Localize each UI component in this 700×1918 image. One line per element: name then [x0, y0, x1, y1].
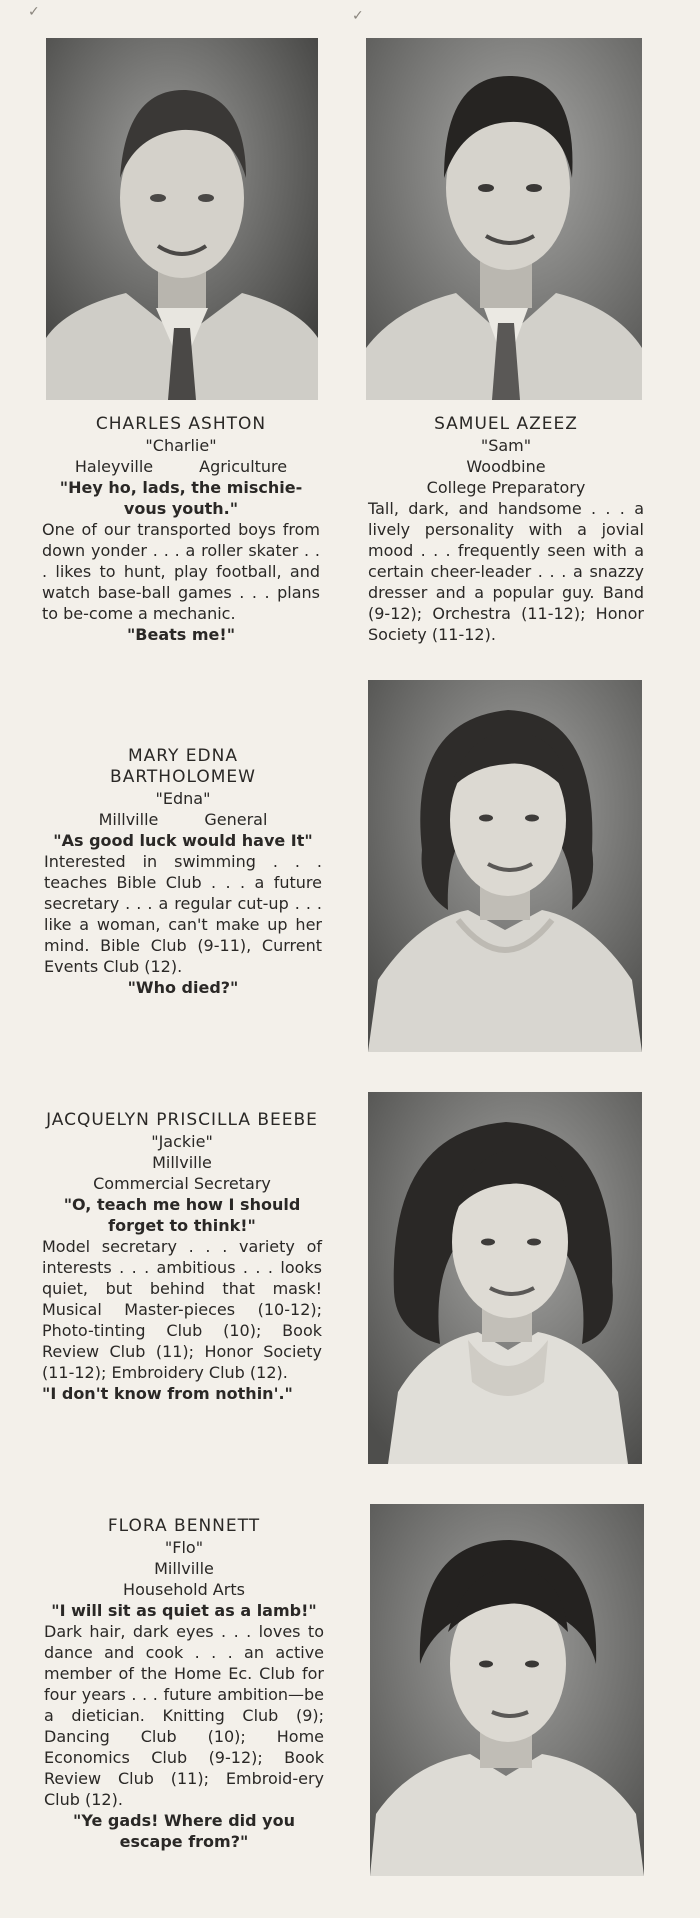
student-hometown: Millville [98, 810, 159, 829]
student-motto: "Hey ho, lads, the mischie-vous youth." [59, 478, 303, 518]
student-saying: "Who died?" [127, 978, 239, 997]
student-course: Agriculture [199, 457, 288, 476]
student-motto: "O, teach me how I should forget to think!" [63, 1195, 301, 1235]
student-hometown: Woodbine [466, 457, 546, 476]
student-hometown: Haleyville [74, 457, 154, 476]
check-mark: ✓ [352, 8, 364, 24]
student-saying: "Beats me!" [126, 625, 236, 644]
check-mark: ✓ [28, 4, 40, 20]
student-bio: One of our transported boys from down yonder . . . a roller skater . . . likes to hunt, play football, and watch base-ball games . . . plans to be-come a mechanic. [42, 520, 320, 623]
student-course: College Preparatory [426, 478, 586, 497]
student-entry-jacquelyn-priscilla-beebe [42, 1110, 322, 1404]
student-nickname: "Sam" [480, 436, 532, 455]
portrait-photo-mary-edna-bartholomew [368, 680, 642, 1052]
portrait-photo-samuel-azeez [366, 38, 642, 400]
hometown-course-row [44, 809, 322, 830]
student-saying: "Ye gads! Where did you escape from?" [73, 1811, 295, 1851]
student-name: MARY EDNA BARTHOLOMEW [110, 746, 256, 787]
student-entry-mary-edna-bartholomew [44, 746, 322, 998]
student-hometown: Millville [152, 1153, 212, 1172]
student-course: Household Arts [123, 1580, 245, 1599]
portrait-photo-flora-bennett [370, 1504, 644, 1876]
student-name: FLORA BENNETT [107, 1516, 261, 1536]
student-name: SAMUEL AZEEZ [434, 414, 578, 434]
portrait-photo-jacquelyn-priscilla-beebe [368, 1092, 642, 1464]
student-nickname: "Edna" [155, 789, 211, 808]
student-entry-samuel-azeez [368, 414, 644, 645]
student-bio: Tall, dark, and handsome . . . a lively personality with a jovial mood . . . frequently seen with a certain cheer-leader . . . a snazzy dresser and a popular guy. Band (9-12); Orchestra (11-12); Honor Society (11-12). [368, 499, 644, 644]
student-hometown: Millville [154, 1559, 214, 1578]
student-course: General [204, 810, 268, 829]
student-motto: "I will sit as quiet as a lamb!" [51, 1601, 317, 1620]
student-bio: Model secretary . . . variety of interests . . . ambitious . . . looks quiet, but behind that mask! Musical Master-pieces (10-12); Photo-tinting Club (10); Book Review Club (11); Honor Society (11-12); Embroidery Club (12). [42, 1237, 322, 1382]
hometown-course-row [42, 456, 320, 477]
student-nickname: "Flo" [164, 1538, 204, 1557]
student-nickname: "Charlie" [145, 436, 217, 455]
student-bio: Interested in swimming . . . teaches Bible Club . . . a future secretary . . . a regular cut-up . . . like a woman, can't make up her mind. Bible Club (9-11), Current Events Club (12). [44, 852, 322, 976]
student-saying: "I don't know from nothin'." [42, 1384, 293, 1403]
student-motto: "As good luck would have It" [53, 831, 313, 850]
portrait-photo-charles-ashton [46, 38, 318, 400]
student-name: JACQUELYN PRISCILLA BEEBE [46, 1110, 318, 1130]
student-entry-flora-bennett [44, 1516, 324, 1852]
student-nickname: "Jackie" [151, 1132, 213, 1151]
student-name: CHARLES ASHTON [95, 414, 267, 434]
student-bio: Dark hair, dark eyes . . . loves to dance and cook . . . an active member of the Home Ec. Club for four years . . . future ambition—be a dietician. Knitting Club (9); Dancing Club (10); Home Economics Club (9-12); Book Review Club (11); Embroid-ery Club (12). [44, 1622, 324, 1809]
student-course: Commercial Secretary [93, 1174, 271, 1193]
student-entry-charles-ashton [42, 414, 320, 645]
